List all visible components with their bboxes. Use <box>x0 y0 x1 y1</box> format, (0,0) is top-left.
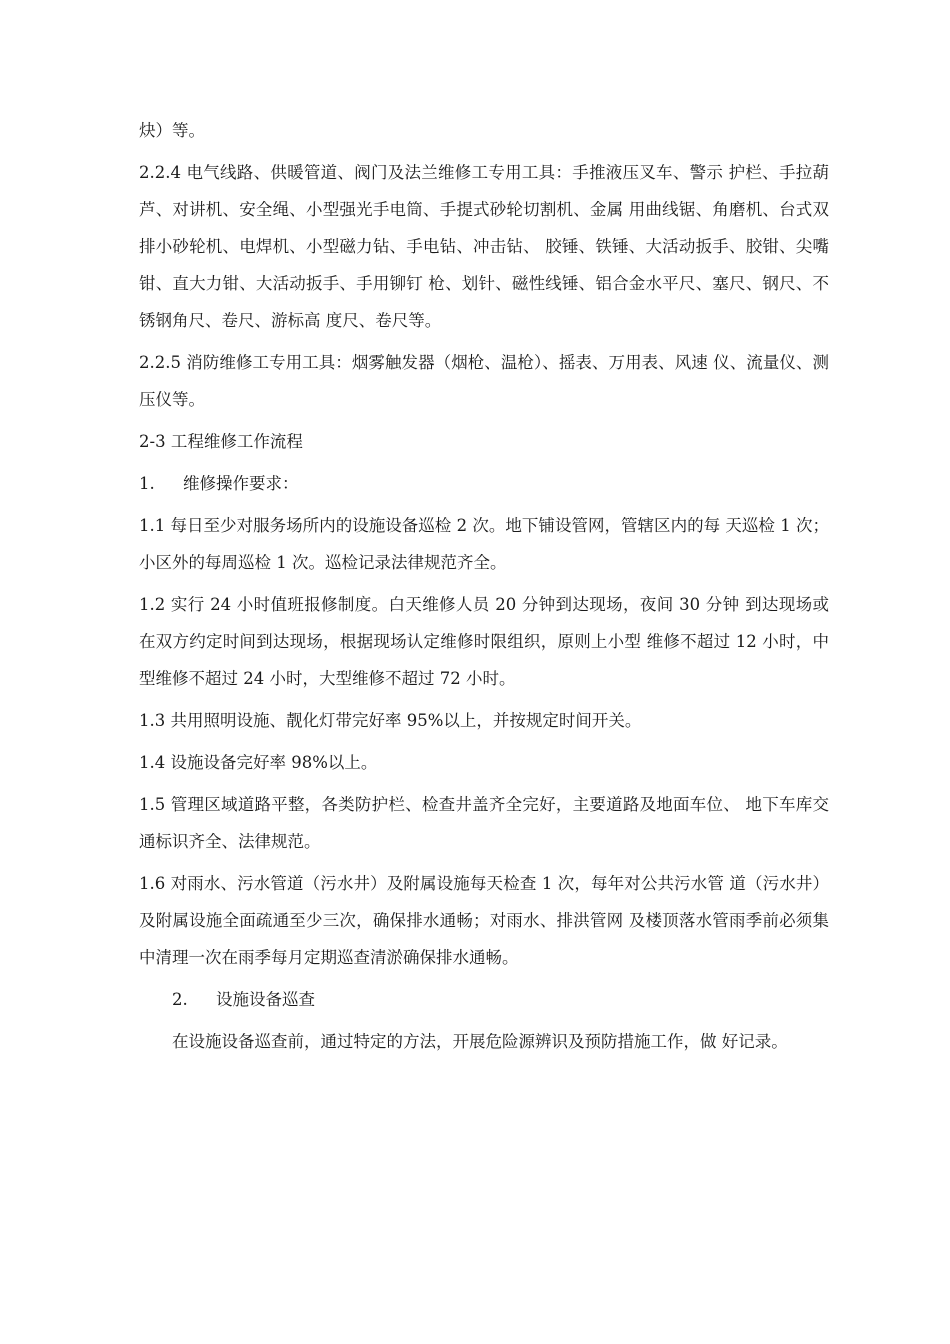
paragraph-2-2-5: 2.2.5 消防维修工专用工具：烟雾触发器（烟枪、温枪）、摇表、万用表、风速 仪、流量仪、测压仪等。 <box>139 353 829 409</box>
paragraph-1-1: 1.1 每日至少对服务场所内的设施设备巡检 2 次。地下铺设管网，管辖区内的每 天巡检 1 次；小区外的每周巡检 1 次。巡检记录法律规范齐全。 <box>139 516 829 572</box>
section-heading-2-3: 2-3 工程维修工作流程 <box>139 432 303 451</box>
heading-maintenance-requirements <box>139 465 829 502</box>
paragraph-continuation: 炔）等。 <box>139 121 205 140</box>
paragraph-1-6: 1.6 对雨水、污水管道（污水井）及附属设施每天检查 1 次，每年对公共污水管 道（污水井）及附属设施全面疏通至少三次，确保排水通畅；对雨水、排洪管网 及楼顶落水管雨季前必须集中清理一次在雨季每月定期巡查清淤确保排水通畅。 <box>139 874 829 967</box>
heading-text: 设施设备巡查 <box>216 990 315 1009</box>
paragraph-1-3: 1.3 共用照明设施、靓化灯带完好率 95%以上，并按规定时间开关。 <box>139 711 642 730</box>
document-body <box>139 112 829 1065</box>
paragraph-1-2: 1.2 实行 24 小时值班报修制度。白天维修人员 20 分钟到达现场，夜间 30 分钟 到达现场或在双方约定时间到达现场，根据现场认定维修时限组织，原则上小型 维修不超过 12 小时，中型维修不超过 24 小时，大型维修不超过 72 小时。 <box>139 595 829 688</box>
heading-number: 2. <box>172 990 188 1009</box>
paragraph-1-4: 1.4 设施设备完好率 98%以上。 <box>139 753 378 772</box>
heading-number: 1. <box>139 474 155 493</box>
paragraph-2-2-4: 2.2.4 电气线路、供暖管道、阀门及法兰维修工专用工具：手推液压叉车、警示 护栏、手拉葫芦、对讲机、安全绳、小型强光手电筒、手提式砂轮切割机、金属 用曲线锯、角磨机、台式双排小砂轮机、电焊机、小型磁力钻、手电钻、冲击钻、 胶锤、铁锤、大活动扳手、胶钳、尖嘴钳、直大力钳、大活动扳手、手用铆钉 枪、划针、磁性线锤、铝合金水平尺、塞尺、钢尺、不锈钢角尺、卷尺、游标高 度尺、卷尺等。 <box>139 163 829 330</box>
heading-text: 维修操作要求： <box>183 474 299 493</box>
paragraph-1-5: 1.5 管理区域道路平整，各类防护栏、检查井盖齐全完好，主要道路及地面车位、 地下车库交通标识齐全、法律规范。 <box>139 795 829 851</box>
heading-facility-inspection <box>139 981 829 1018</box>
paragraph-inspection-intro: 在设施设备巡查前，通过特定的方法，开展危险源辨识及预防措施工作，做 好记录。 <box>172 1032 788 1051</box>
